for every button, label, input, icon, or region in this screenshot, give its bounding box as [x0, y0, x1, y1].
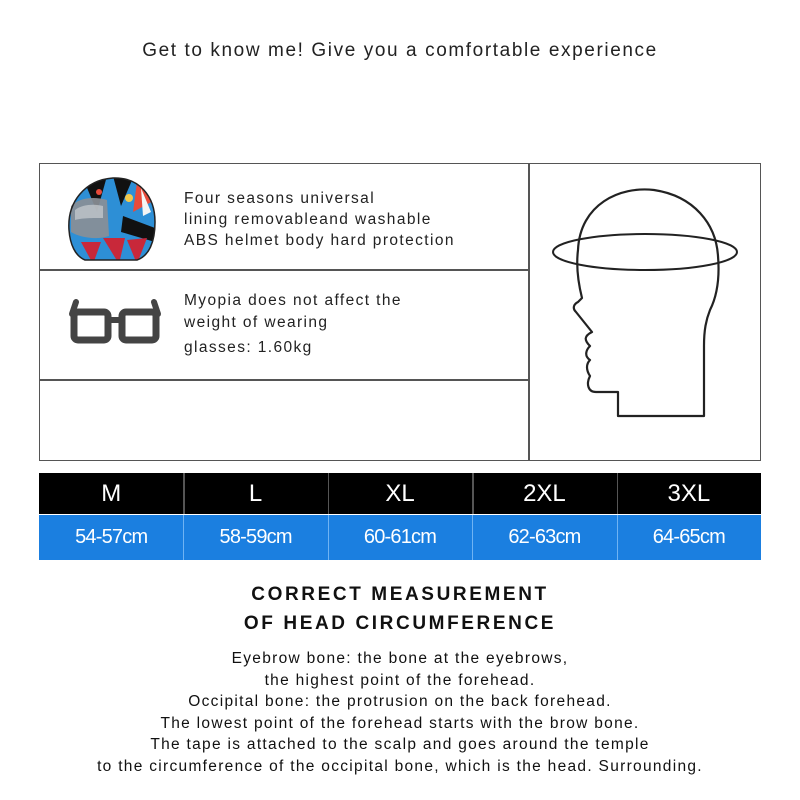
instruction-line: to the circumference of the occipital bone, which is the head. Surrounding.	[97, 757, 703, 775]
size-label: M	[101, 479, 122, 507]
size-label: L	[183, 473, 327, 514]
panel-divider-vertical	[528, 164, 530, 460]
size-range: 64-65cm	[617, 515, 761, 560]
size-chart	[39, 473, 761, 560]
size-label: XL	[328, 473, 472, 514]
feature-text-helmet	[184, 188, 455, 251]
helmet-icon	[63, 172, 159, 266]
feature-line: Myopia does not affect the	[184, 292, 402, 309]
measurement-title-line: OF HEAD CIRCUMFERENCE	[243, 613, 557, 634]
measurement-title-line: CORRECT MEASUREMENT	[251, 584, 549, 605]
feature-line: weight of wearing	[184, 314, 329, 331]
size-label-row	[39, 473, 761, 514]
page-headline: Get to know me! Give you a comfortable experience	[142, 40, 658, 61]
feature-line: lining removableand washable	[184, 211, 432, 228]
size-range: 58-59cm	[183, 515, 327, 560]
size-range: 62-63cm	[472, 515, 616, 560]
size-range: 54-57cm	[75, 526, 148, 548]
measurement-title	[0, 580, 800, 638]
feature-line: Four seasons universal	[184, 190, 376, 207]
size-label: 3XL	[617, 473, 761, 514]
size-label: 2XL	[472, 473, 616, 514]
instruction-line: The tape is attached to the scalp and goes around the temple	[150, 736, 650, 753]
measurement-instructions	[0, 648, 800, 777]
feature-text-glasses	[184, 290, 402, 359]
panel-divider-horizontal	[40, 269, 528, 271]
instruction-line: Occipital bone: the protrusion on the back forehead.	[188, 693, 612, 710]
feature-line: glasses: 1.60kg	[184, 339, 313, 356]
instruction-line: The lowest point of the forehead starts with the brow bone.	[160, 714, 640, 732]
feature-line: ABS helmet body hard protection	[184, 232, 455, 249]
feature-panel	[39, 163, 761, 461]
size-range-row	[39, 515, 761, 560]
panel-divider-horizontal	[40, 379, 528, 381]
size-range: 60-61cm	[328, 515, 472, 560]
head-circumference-icon	[540, 170, 750, 454]
glasses-icon	[68, 290, 162, 350]
instruction-line: Eyebrow bone: the bone at the eyebrows,	[231, 650, 569, 667]
instruction-line: the highest point of the forehead.	[264, 671, 536, 689]
